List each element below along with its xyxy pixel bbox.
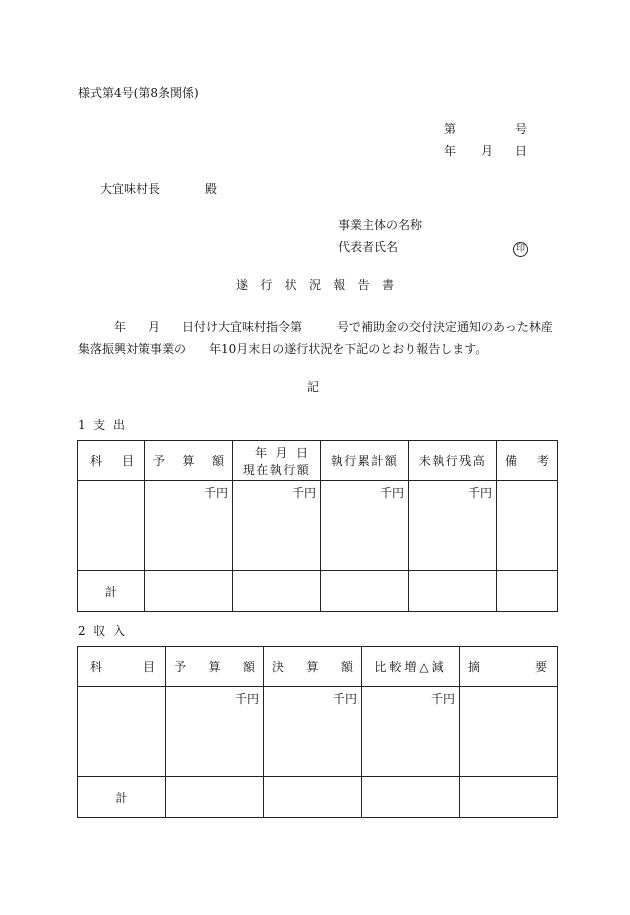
revenue-table: [77, 646, 558, 818]
body-year: 年: [114, 320, 127, 334]
cell-subject[interactable]: [78, 481, 145, 571]
title-char: 状: [284, 278, 297, 292]
section2-heading: [78, 624, 125, 638]
ki-label: 記: [307, 380, 320, 394]
total-cumulative[interactable]: [321, 571, 409, 612]
title-char: 遂: [236, 278, 249, 292]
form-number-label: 様式第4号(第8条関係): [78, 86, 199, 100]
total-current[interactable]: [233, 571, 321, 612]
total-row: [78, 571, 558, 612]
cell-summary[interactable]: [460, 687, 558, 777]
header-budget: 予 算 額: [166, 647, 264, 687]
total-label: 計: [78, 571, 145, 612]
header-cumulative: 執行累計額: [321, 441, 409, 481]
expenditure-table: [77, 440, 558, 612]
section2-heading-char: 入: [112, 624, 125, 638]
header-subject: 科 目: [78, 441, 145, 481]
title-char: 報: [333, 278, 346, 292]
total-summary[interactable]: [460, 777, 558, 818]
header-subject: 科 目: [78, 647, 166, 687]
document-number-prefix: 第: [444, 122, 457, 136]
header-summary: 摘 要: [460, 647, 558, 687]
date-day: 日: [515, 144, 528, 158]
representative-label: 代表者氏名: [338, 240, 399, 254]
cell-subject[interactable]: [78, 687, 166, 777]
header-remarks: 備 考: [497, 441, 558, 481]
cell-comparison[interactable]: 千円: [362, 687, 460, 777]
cell-settled[interactable]: 千円: [264, 687, 362, 777]
document-number-suffix: 号: [515, 122, 528, 136]
addressee: 大宜味村長: [100, 182, 161, 196]
body-line2-rest: 年10月末日の遂行状況を下記のとおり報告します。: [209, 342, 488, 356]
title-char: 況: [308, 278, 321, 292]
header-comparison: 比較増△減: [362, 647, 460, 687]
cell-current[interactable]: 千円: [233, 481, 321, 571]
total-settled[interactable]: [264, 777, 362, 818]
section1-heading-char: 出: [112, 418, 125, 432]
cell-cumulative[interactable]: 千円: [321, 481, 409, 571]
total-budget[interactable]: [145, 571, 233, 612]
total-remaining[interactable]: [409, 571, 497, 612]
section2-number: 2: [78, 624, 86, 638]
body-month: 月: [148, 320, 161, 334]
body-directive: 日付け大宜味村指令第: [182, 320, 303, 334]
body-line2-start: 集落振興対策事業の: [78, 342, 187, 356]
title-char: 書: [381, 278, 394, 292]
cell-budget[interactable]: 千円: [166, 687, 264, 777]
body-line1-rest: 号で補助金の交付決定通知のあった林産: [337, 320, 553, 334]
total-remarks[interactable]: [497, 571, 558, 612]
title-char: 告: [357, 278, 370, 292]
title-char: 行: [260, 278, 273, 292]
cell-remaining[interactable]: 千円: [409, 481, 497, 571]
section1-heading: [78, 418, 125, 432]
table-row: [78, 687, 558, 777]
entity-name-label: 事業主体の名称: [338, 218, 423, 232]
table-row: [78, 481, 558, 571]
total-row: [78, 777, 558, 818]
header-settled: 決 算 額: [264, 647, 362, 687]
honorific: 殿: [205, 182, 218, 196]
cell-budget[interactable]: 千円: [145, 481, 233, 571]
section1-number: 1: [78, 418, 86, 432]
date-month: 月: [481, 144, 494, 158]
total-budget[interactable]: [166, 777, 264, 818]
seal-mark: 印: [513, 240, 528, 257]
header-budget: 予 算 額: [145, 441, 233, 481]
header-current-executed: 年 月 日 現在執行額: [233, 441, 321, 481]
total-label: 計: [78, 777, 166, 818]
document-title: [236, 278, 394, 292]
cell-remarks[interactable]: [497, 481, 558, 571]
header-remaining: 未執行残高: [409, 441, 497, 481]
date-year: 年: [444, 144, 457, 158]
total-comparison[interactable]: [362, 777, 460, 818]
section2-heading-char: 収: [93, 624, 106, 638]
section1-heading-char: 支: [93, 418, 106, 432]
